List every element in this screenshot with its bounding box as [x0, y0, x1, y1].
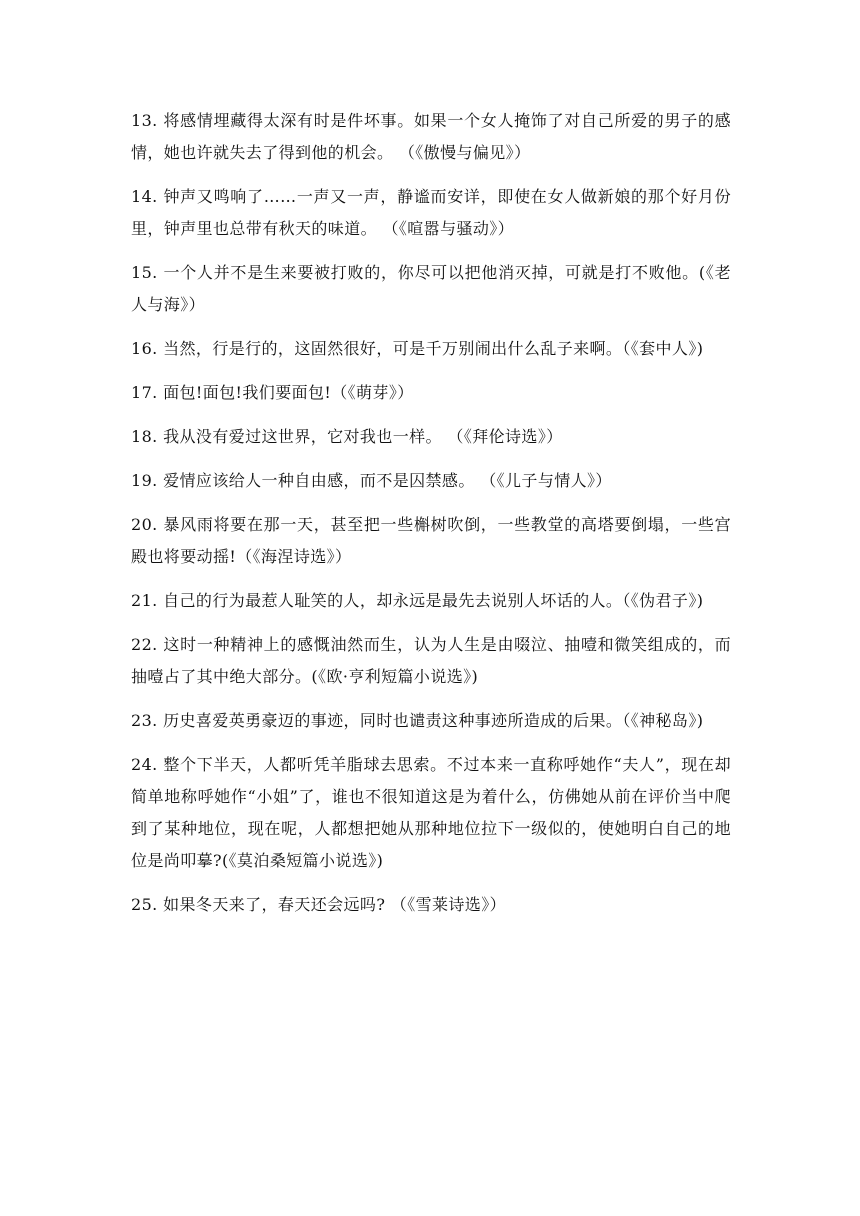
quote-16: 16. 当然，行是行的，这固然很好，可是千万别闹出什么乱子来啊。（《套中人》) [131, 339, 704, 358]
quote-21: 21. 自己的行为最惹人耻笑的人，却永远是最先去说别人坏话的人。（《伪君子》) [131, 591, 704, 610]
quote-14: 14. 钟声又鸣响了……一声又一声，静谧而安详，即使在女人做新娘的那个好月份里，钟声里也总带有秋天的味道。 （《喧嚣与骚动》） [131, 187, 731, 238]
quote-19: 19. 爱情应该给人一种自由感，而不是囚禁感。 （《儿子与情人》） [131, 471, 612, 490]
quote-24: 24. 整个下半天，人都听凭羊脂球去思索。不过本来一直称呼她作“夫人”，现在却简单地称呼她作“小姐”了，谁也不很知道这是为着什么，仿佛她从前在评价当中爬到了某种地位，现在呢，人都想把她从那种地位拉下一级似的，使她明白自己的地位是尚叩摹?(《莫泊桑短篇小说选》) [131, 755, 731, 870]
quote-13: 13. 将感情埋藏得太深有时是件坏事。如果一个女人掩饰了对自己所爱的男子的感情，她也许就失去了得到他的机会。 （《傲慢与偏见》） [131, 111, 731, 162]
quote-15: 15. 一个人并不是生来要被打败的，你尽可以把他消灭掉，可就是打不败他。(《老人与海》） [131, 263, 731, 314]
quote-20: 20. 暴风雨将要在那一天，甚至把一些槲树吹倒，一些教堂的高塔要倒塌，一些宫殿也将要动摇!（《海涅诗选》） [131, 515, 731, 566]
quote-25: 25. 如果冬天来了，春天还会远吗? （《雪莱诗选》） [131, 895, 506, 914]
document-page [131, 105, 731, 933]
quote-22: 22. 这时一种精神上的感慨油然而生，认为人生是由啜泣、抽噎和微笑组成的，而抽噎占了其中绝大部分。(《欧·亨利短篇小说选》) [131, 635, 731, 686]
quote-17: 17. 面包!面包!我们要面包!（《萌芽》） [131, 383, 414, 402]
quote-18: 18. 我从没有爱过这世界，它对我也一样。 （《拜伦诗选》） [131, 427, 563, 446]
quote-23: 23. 历史喜爱英勇豪迈的事迹，同时也谴责这种事迹所造成的后果。（《神秘岛》) [131, 711, 704, 730]
